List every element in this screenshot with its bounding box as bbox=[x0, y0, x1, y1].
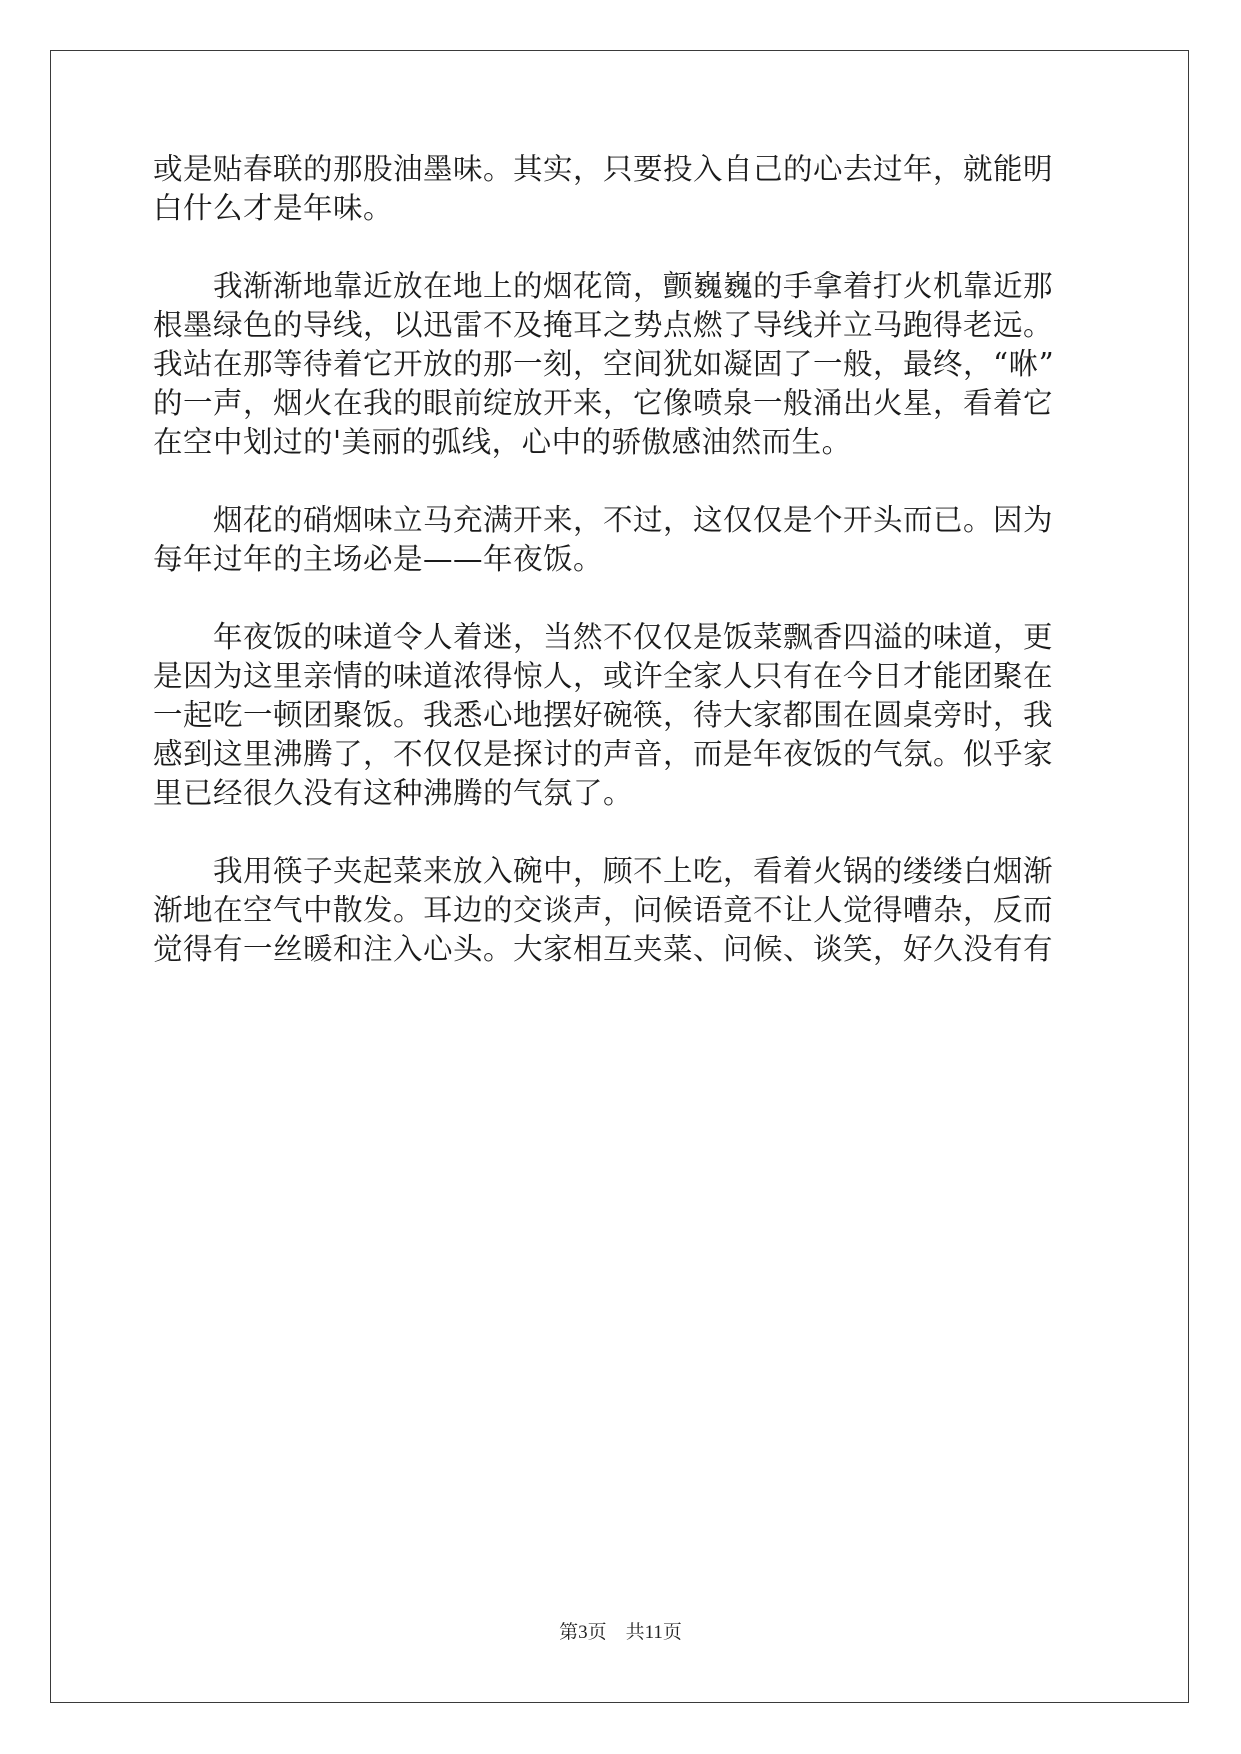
text-line: 我用筷子夹起菜来放入碗中，顾不上吃，看着火锅的缕缕白烟渐 bbox=[213, 854, 1054, 888]
text-line: 白什么才是年味。 bbox=[153, 191, 394, 225]
text-line: 是因为这里亲情的味道浓得惊人，或许全家人只有在今日才能团聚在 bbox=[153, 659, 1054, 693]
text-line: 感到这里沸腾了，不仅仅是探讨的声音，而是年夜饭的气氛。似乎家 bbox=[153, 737, 1054, 771]
paragraph-gap bbox=[153, 579, 1088, 618]
text-line: 根墨绿色的导线，以迅雷不及掩耳之势点燃了导线并立马跑得老远。 bbox=[153, 308, 1054, 342]
paragraph-gap bbox=[153, 813, 1088, 852]
text-line: 烟花的硝烟味立马充满开来，不过，这仅仅是个开头而已。因为 bbox=[213, 503, 1054, 537]
text-line: 每年过年的主场必是——年夜饭。 bbox=[153, 542, 604, 576]
paragraph bbox=[153, 267, 1088, 462]
paragraph bbox=[153, 618, 1088, 813]
text-line: 或是贴春联的那股油墨味。其实，只要投入自己的心去过年，就能明 bbox=[153, 152, 1054, 186]
text-line: 年夜饭的味道令人着迷，当然不仅仅是饭菜飘香四溢的味道，更 bbox=[213, 620, 1054, 654]
text-line: 在空中划过的'美丽的弧线，心中的骄傲感油然而生。 bbox=[153, 425, 852, 459]
text-line: 觉得有一丝暖和注入心头。大家相互夹菜、问候、谈笑，好久没有有 bbox=[153, 932, 1054, 966]
text-line: 的一声，烟火在我的眼前绽放开来，它像喷泉一般涌出火星，看着它 bbox=[153, 386, 1054, 420]
paragraph-gap bbox=[153, 228, 1088, 267]
text-line: 渐地在空气中散发。耳边的交谈声，问候语竟不让人觉得嘈杂，反而 bbox=[153, 893, 1054, 927]
text-line: 一起吃一顿团聚饭。我悉心地摆好碗筷，待大家都围在圆桌旁时，我 bbox=[153, 698, 1054, 732]
text-line: 我渐渐地靠近放在地上的烟花筒，颤巍巍的手拿着打火机靠近那 bbox=[213, 269, 1054, 303]
paragraph bbox=[153, 852, 1088, 969]
page-footer: 第3页 共11页 bbox=[559, 1622, 682, 1643]
paragraph bbox=[153, 150, 1088, 228]
paragraph bbox=[153, 501, 1088, 579]
text-line: 我站在那等待着它开放的那一刻，空间犹如凝固了一般，最终，“咻” bbox=[153, 347, 1055, 381]
paragraph-gap bbox=[153, 462, 1088, 501]
document-body bbox=[153, 150, 1088, 969]
text-line: 里已经很久没有这种沸腾的气氛了。 bbox=[153, 776, 634, 810]
